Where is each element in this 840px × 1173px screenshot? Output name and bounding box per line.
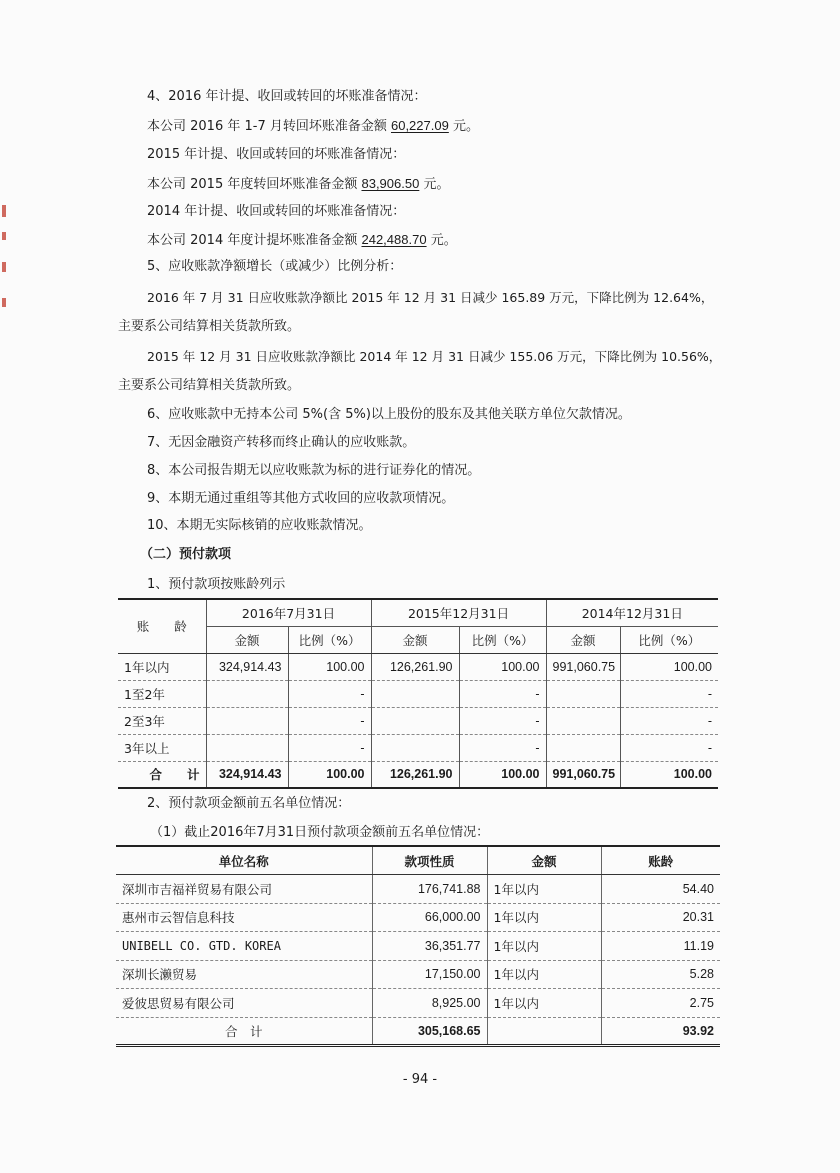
cell-ratio: -: [288, 680, 371, 707]
cell-nature: 8,925.00: [372, 989, 487, 1018]
margin-stamp-mark: [2, 205, 6, 217]
para-item-10: 10、本期无实际核销的应收账款情况。: [147, 518, 372, 533]
total-age: 93.92: [601, 1017, 720, 1046]
table-row: [116, 875, 720, 904]
cell-amount: 991,060.75: [546, 653, 620, 680]
cell-amount: 324,914.43: [206, 653, 288, 680]
cell-amount: [371, 680, 459, 707]
cell-ratio: -: [459, 734, 546, 761]
cell-amount: [206, 680, 288, 707]
subheading-top5: 2、预付款项金额前五名单位情况：: [147, 796, 351, 811]
period-header: 2015年12月31日: [371, 599, 546, 626]
total-row: [118, 761, 718, 788]
cell-amount: 1年以内: [487, 932, 601, 961]
top5-header-row: [116, 846, 720, 875]
cell-company: UNIBELL CO. GTD. KOREA: [116, 932, 372, 961]
cell-ratio: 100.00: [288, 653, 371, 680]
cell-amount: [546, 707, 620, 734]
table-row: [116, 989, 720, 1018]
aging-subheader-row: [118, 626, 718, 653]
amount-2015: 83,906.50: [361, 176, 420, 191]
cell-nature: 17,150.00: [372, 960, 487, 989]
cell-amount: [206, 707, 288, 734]
table-row: [116, 903, 720, 932]
para-item-9: 9、本期无通过重组等其他方式收回的应收款项情况。: [147, 491, 455, 506]
page-number: - 94 -: [402, 1072, 438, 1087]
cell-age: 20.31: [601, 903, 720, 932]
row-label: 3年以上: [118, 734, 206, 761]
margin-stamp-mark: [2, 298, 6, 307]
table-row: [118, 680, 718, 707]
para-item-7: 7、无因金融资产转移而终止确认的应收账款。: [147, 435, 416, 450]
para-bad-debt-2015-heading: 2015 年计提、收回或转回的坏账准备情况：: [147, 147, 406, 162]
amount-subheader: 金额: [206, 626, 288, 653]
ratio-subheader: 比例（%）: [288, 626, 371, 653]
para-bad-debt-2016-heading: 4、2016 年计提、收回或转回的坏账准备情况：: [147, 89, 427, 104]
cell-amount: [546, 680, 620, 707]
cell-amount: [206, 734, 288, 761]
ratio-subheader: 比例（%）: [459, 626, 546, 653]
cell-amount: 1年以内: [487, 989, 601, 1018]
subheading-top5-detail: （1）截止2016年7月31日预付款项金额前五名单位情况：: [150, 825, 490, 840]
para-item-6: 6、应收账款中无持本公司 5%(含 5%)以上股份的股东及其他关联方单位欠款情况。: [147, 407, 631, 422]
cell-ratio: 100.00: [620, 653, 718, 680]
cell-ratio: -: [288, 734, 371, 761]
para-bad-debt-2016-amount: [147, 117, 479, 136]
aging-table: [118, 598, 718, 789]
amount-subheader: 金额: [546, 626, 620, 653]
cell-age: 54.40: [601, 875, 720, 904]
cell-nature: 66,000.00: [372, 903, 487, 932]
col-header-name: 单位名称: [116, 846, 372, 875]
cell-amount: 1年以内: [487, 875, 601, 904]
cell-ratio: -: [459, 707, 546, 734]
row-label: 2至3年: [118, 707, 206, 734]
row-label: 1至2年: [118, 680, 206, 707]
cell-ratio: 100.00: [459, 653, 546, 680]
para-growth-2015-line2: 主要系公司结算相关货款所致。: [118, 378, 301, 393]
cell-company: 爱彼思贸易有限公司: [116, 989, 372, 1018]
section-heading-prepayments: （二）预付款项: [140, 547, 232, 562]
cell-age: 2.75: [601, 989, 720, 1018]
cell-company: 深圳市吉福祥贸易有限公司: [116, 875, 372, 904]
cell-amount: [546, 734, 620, 761]
table-row: [118, 707, 718, 734]
total-amount: 991,060.75: [546, 761, 620, 788]
amount-2016: 60,227.09: [390, 118, 449, 133]
aging-corner-header: 账 龄: [118, 599, 206, 653]
cell-nature: 36,351.77: [372, 932, 487, 961]
para-bad-debt-2015-amount: [147, 175, 449, 194]
cell-nature: 176,741.88: [372, 875, 487, 904]
para-growth-heading: 5、应收账款净额增长（或减少）比例分析：: [147, 259, 403, 274]
cell-age: 11.19: [601, 932, 720, 961]
cell-amount: 1年以内: [487, 903, 601, 932]
total-label: 合 计: [116, 1017, 372, 1046]
cell-ratio: -: [459, 680, 546, 707]
total-label: 合 计: [118, 761, 206, 788]
cell-company: 深圳长濑贸易: [116, 960, 372, 989]
para-bad-debt-2014-amount: [147, 231, 457, 250]
cell-company: 惠州市云智信息科技: [116, 903, 372, 932]
table-row: [116, 960, 720, 989]
row-label: 1年以内: [118, 653, 206, 680]
text-suffix: 元。: [448, 119, 479, 134]
cell-amount: 1年以内: [487, 960, 601, 989]
total-amount: [487, 1017, 601, 1046]
margin-stamp-mark: [2, 262, 6, 272]
col-header-nature: 款项性质: [372, 846, 487, 875]
para-bad-debt-2014-heading: 2014 年计提、收回或转回的坏账准备情况：: [147, 204, 406, 219]
para-growth-2016-line1: 2016 年 7 月 31 日应收账款净额比 2015 年 12 月 31 日减少 165.89 万元，下降比例为 12.64%，: [147, 290, 714, 305]
text-prefix: 本公司 2015 年度转回坏账准备金额: [147, 177, 362, 192]
cell-ratio: -: [620, 734, 718, 761]
table-row: [116, 932, 720, 961]
cell-amount: [371, 734, 459, 761]
total-ratio: 100.00: [288, 761, 371, 788]
total-amount: 324,914.43: [206, 761, 288, 788]
text-suffix: 元。: [419, 177, 450, 192]
total-ratio: 100.00: [620, 761, 718, 788]
text-prefix: 本公司 2014 年度计提坏账准备金额: [147, 233, 362, 248]
cell-amount: [371, 707, 459, 734]
amount-subheader: 金额: [371, 626, 459, 653]
margin-stamp-mark: [2, 232, 6, 240]
para-growth-2015-line1: 2015 年 12 月 31 日应收账款净额比 2014 年 12 月 31 日减少 155.06 万元，下降比例为 10.56%，: [147, 349, 722, 364]
total-row: [116, 1017, 720, 1046]
period-header: 2016年7月31日: [206, 599, 371, 626]
total-ratio: 100.00: [459, 761, 546, 788]
aging-header-row: [118, 599, 718, 626]
cell-age: 5.28: [601, 960, 720, 989]
text-prefix: 本公司 2016 年 1-7 月转回坏账准备金额: [147, 119, 391, 134]
ratio-subheader: 比例（%）: [620, 626, 718, 653]
cell-ratio: -: [620, 707, 718, 734]
para-item-8: 8、本公司报告期无以应收账款为标的进行证券化的情况。: [147, 463, 481, 478]
col-header-amount: 金额: [487, 846, 601, 875]
total-nature: 305,168.65: [372, 1017, 487, 1046]
total-amount: 126,261.90: [371, 761, 459, 788]
period-header: 2014年12月31日: [546, 599, 718, 626]
subheading-aging: 1、预付款项按账龄列示: [147, 577, 286, 592]
table-row: [118, 734, 718, 761]
text-suffix: 元。: [426, 233, 457, 248]
amount-2014: 242,488.70: [361, 232, 427, 247]
cell-amount: 126,261.90: [371, 653, 459, 680]
table-row: [118, 653, 718, 680]
para-growth-2016-line2: 主要系公司结算相关货款所致。: [118, 319, 301, 334]
cell-ratio: -: [288, 707, 371, 734]
col-header-age: 账龄: [601, 846, 720, 875]
cell-ratio: -: [620, 680, 718, 707]
top5-table: [116, 845, 720, 1047]
